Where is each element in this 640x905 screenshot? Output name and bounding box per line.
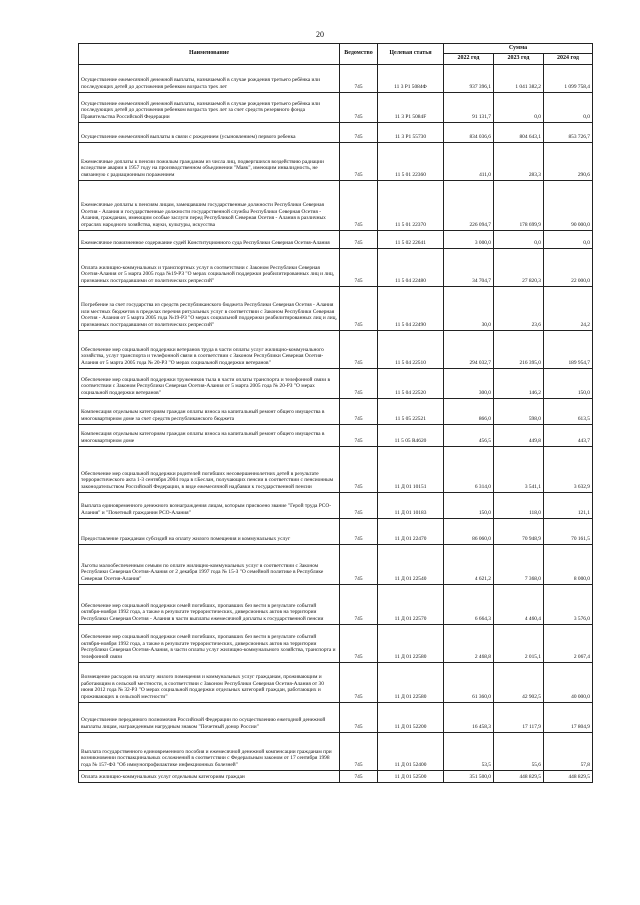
row-name: Оплата жилищно-коммунальных услуг отдельным категориям граждан [79, 770, 340, 782]
row-name: Предоставление гражданам субсидий на оплату жилого помещения и коммунальных услуг [79, 518, 340, 544]
row-name: Оплата жилищно-коммунальных и транспортных услуг в соответствии с Законом Республики Северная Осетия-Алания от 5 марта 2005 года №19-РЗ "О мерах социальной поддержки реабилитированных лиц и лиц, признанных пострадавшими от политических репрессий" [79, 248, 340, 286]
row-value-2024: 150,0 [544, 368, 593, 398]
row-ved: 745 [340, 92, 378, 122]
row-value-2022: 866,0 [444, 398, 494, 424]
row-article: 11 Д 01 22580 [378, 662, 444, 702]
row-ved: 745 [340, 142, 378, 180]
row-value-2023: 42 902,5 [494, 662, 544, 702]
row-value-2024: 0,0 [544, 92, 593, 122]
row-name: Осуществление переданного полномочия Российской Федерации по осуществлению ежегодной денежной выплаты лицам, награжденным нагрудным знаком "Почетный донор России" [79, 702, 340, 732]
row-name: Обеспечение мер социальной поддержки ветеранов труда в части оплаты услуг жилищно-коммунального хозяйства, услуг транспорта и телефонной связи в соответствии с Законом Республики Северная Осетия-Алания от 5 марта 2005 года № 20-РЗ "О мерах социальной поддержки ветеранов" [79, 330, 340, 368]
row-name: Льготы малообеспеченным семьям по оплате жилищно-коммунальных услуг в соответствии с Законом Республики Северная Осетия-Алания от 2 декабря 1997 года № 15-З "О семейной политике в Республике Северная Осетия-Алания" [79, 544, 340, 584]
header-year-2023: 2023 год [494, 54, 544, 64]
table-row [79, 732, 593, 770]
row-value-2024: 0,0 [544, 230, 593, 248]
table-row [79, 518, 593, 544]
header-ved: Ведомство [340, 44, 378, 65]
row-value-2022: 4 621,2 [444, 544, 494, 584]
budget-table [78, 43, 593, 783]
row-article: 11 5 01 22370 [378, 180, 444, 230]
row-value-2023: 283,3 [494, 142, 544, 180]
row-ved: 745 [340, 770, 378, 782]
row-value-2024: 57,8 [544, 732, 593, 770]
row-name: Выплата единовременного денежного вознаграждения лицам, которым присвоено звание "Герой труда РСО-Алания" и "Почетный гражданин РСО-Алания" [79, 492, 340, 518]
row-ved: 745 [340, 180, 378, 230]
row-value-2023: 2 015,1 [494, 624, 544, 662]
row-value-2022: 30,0 [444, 286, 494, 330]
row-value-2023: 449,8 [494, 424, 544, 446]
row-name: Осуществление ежемесячной денежной выплаты, назначаемой в случае рождения третьего ребёнка или последующих детей до достижения ребенком возраста трех лет за счет средств резервного фонда Правительства Российской Федерации [79, 92, 340, 122]
row-value-2024: 3 632,9 [544, 446, 593, 492]
row-value-2024: 2 067,4 [544, 624, 593, 662]
row-value-2024: 3 576,0 [544, 584, 593, 624]
table-row [79, 584, 593, 624]
row-name: Компенсация отдельным категориям граждан оплаты взноса на капитальный ремонт общего имущества в многоквартирном доме [79, 424, 340, 446]
row-value-2022: 294 032,7 [444, 330, 494, 368]
row-value-2024: 290,6 [544, 142, 593, 180]
row-value-2022: 6 314,0 [444, 446, 494, 492]
row-ved: 745 [340, 424, 378, 446]
header-sum: Сумма [444, 44, 593, 54]
row-name: Обеспечение мер социальной поддержки семей погибших, пропавших без вести в результате событий октября-ноября 1992 года, а также в результате террористических, диверсионных актов на территории Республики Северная Осетия - Алания в части выплаты ежемесячной доплаты к государственной пенсии [79, 584, 340, 624]
row-ved: 745 [340, 64, 378, 92]
row-value-2023: 178 699,9 [494, 180, 544, 230]
row-name: Осуществление ежемесячной выплаты в связи с рождением (усыновлением) первого ребенка [79, 122, 340, 142]
row-value-2023: 7 368,0 [494, 544, 544, 584]
row-value-2023: 598,0 [494, 398, 544, 424]
table-row [79, 702, 593, 732]
table-row [79, 142, 593, 180]
row-value-2022: 300,0 [444, 368, 494, 398]
row-article: 11 Д 01 52500 [378, 770, 444, 782]
row-value-2022: 86 060,0 [444, 518, 494, 544]
table-row [79, 424, 593, 446]
row-value-2024: 448 829,5 [544, 770, 593, 782]
table-row [79, 398, 593, 424]
row-value-2023: 804 643,1 [494, 122, 544, 142]
row-ved: 745 [340, 122, 378, 142]
row-value-2023: 0,0 [494, 230, 544, 248]
row-value-2023: 27 820,3 [494, 248, 544, 286]
row-value-2023: 118,0 [494, 492, 544, 518]
row-ved: 745 [340, 518, 378, 544]
row-ved: 745 [340, 544, 378, 584]
row-value-2024: 613,5 [544, 398, 593, 424]
row-value-2024: 24,2 [544, 286, 593, 330]
table-row [79, 492, 593, 518]
table-row [79, 368, 593, 398]
row-value-2022: 411,0 [444, 142, 494, 180]
row-article: 11 5 04 22510 [378, 330, 444, 368]
row-value-2022: 6 664,3 [444, 584, 494, 624]
row-value-2023: 23,6 [494, 286, 544, 330]
row-article: 11 3 Р1 5084Ф [378, 64, 444, 92]
row-value-2024: 70 161,5 [544, 518, 593, 544]
row-ved: 745 [340, 286, 378, 330]
row-article: 11 5 05 22521 [378, 398, 444, 424]
table-row [79, 248, 593, 286]
row-article: 11 Д 01 22540 [378, 544, 444, 584]
row-ved: 745 [340, 662, 378, 702]
row-value-2022: 150,0 [444, 492, 494, 518]
row-ved: 745 [340, 624, 378, 662]
row-value-2022: 834 036,6 [444, 122, 494, 142]
row-name: Ежемесячные доплаты к пенсии пожилым гражданам из числа лиц, подвергшихся воздействию радиации вследствие аварии в 1957 году на производственном объединении "Маяк", имеющим инвалидность, не связанную с радиационным поражением [79, 142, 340, 180]
table-row [79, 662, 593, 702]
row-value-2023: 70 948,9 [494, 518, 544, 544]
row-value-2024: 90 000,0 [544, 180, 593, 230]
row-ved: 745 [340, 702, 378, 732]
page-number: 20 [316, 30, 324, 39]
row-value-2024: 17 804,9 [544, 702, 593, 732]
row-value-2023: 17 117,9 [494, 702, 544, 732]
row-article: 11 Д 01 22580 [378, 624, 444, 662]
table-row [79, 230, 593, 248]
table-row [79, 64, 593, 92]
row-value-2022: 937 396,1 [444, 64, 494, 92]
row-value-2023: 1 041 382,2 [494, 64, 544, 92]
row-ved: 745 [340, 492, 378, 518]
row-article: 11 3 Р1 55730 [378, 122, 444, 142]
row-value-2022: 3 000,0 [444, 230, 494, 248]
row-name: Возмещение расходов на оплату жилого помещения и коммунальных услуг гражданам, проживающим и работающим в сельской местности, в соответствии с Законом Республики Северная Осетия-Алания от 30 июня 2012 года № 32-РЗ "О мерах социальной поддержки отдельных категорий граждан, работающих и проживающих в сельской местности" [79, 662, 340, 702]
row-value-2024: 853 726,7 [544, 122, 593, 142]
row-value-2024: 40 000,0 [544, 662, 593, 702]
table-row [79, 122, 593, 142]
row-ved: 745 [340, 398, 378, 424]
row-value-2022: 2 468,8 [444, 624, 494, 662]
row-value-2023: 216 395,0 [494, 330, 544, 368]
row-article: 11 3 Р1 5084F [378, 92, 444, 122]
table-row [79, 446, 593, 492]
row-article: 11 Д 01 52200 [378, 702, 444, 732]
table-row [79, 544, 593, 584]
row-name: Погребение за счет государства из средств республиканского бюджета Республики Северная Осетия - Алания или местных бюджетов в пределах перечня ритуальных услуг в соответствии с Законом Республики Северная Осетия - Алания от 5 марта 2005 года №19-РЗ "О мерах социальной поддержки реабилитированных лиц и лиц, признанных пострадавшими от политических репрессий" [79, 286, 340, 330]
row-value-2023: 4 460,4 [494, 584, 544, 624]
row-name: Обеспечение мер социальной поддержки родителей погибших несовершеннолетних детей в результате террористического акта 1-3 сентября 2004 года в г.Беслан, получающих пенсии в соответствии с пенсионным законодательством Российской Федерации, в виде ежемесячной надбавки к государственной пенсии [79, 446, 340, 492]
table-row [79, 286, 593, 330]
row-value-2024: 189 954,7 [544, 330, 593, 368]
row-ved: 745 [340, 230, 378, 248]
row-name: Обеспечение мер социальной поддержки тружеников тыла в части оплаты транспорта и телефонной связи в соответствии с Законом Республики Северная Осетия-Алания от 5 марта 2005 года № 20-РЗ "О мерах социальной поддержки ветеранов" [79, 368, 340, 398]
row-value-2022: 351 500,0 [444, 770, 494, 782]
header-name: Наименование [79, 44, 340, 65]
table-row [79, 92, 593, 122]
table-row [79, 330, 593, 368]
table-row [79, 770, 593, 782]
row-ved: 745 [340, 446, 378, 492]
row-value-2024: 1 099 758,4 [544, 64, 593, 92]
row-value-2022: 91 131,7 [444, 92, 494, 122]
header-row [79, 44, 593, 54]
row-name: Компенсация отдельным категориям граждан оплаты взноса на капитальный ремонт общего имущества в многоквартирном доме за счет средств республиканского бюджета [79, 398, 340, 424]
row-name: Ежемесячные доплаты к пенсиям лицам, замещавшим государственные должности Республики Северная Осетия - Алания и государственные должности государственной службы Республики Северная Осетия - Алания, гражданам, имеющим особые заслуги перед Республикой Северная Осетия - Алания в различных отраслях народного хозяйства, науки, культуры, искусства [79, 180, 340, 230]
row-article: 11 5 02 22641 [378, 230, 444, 248]
row-article: 11 Д 01 52400 [378, 732, 444, 770]
row-ved: 745 [340, 248, 378, 286]
header-article: Целевая статья [378, 44, 444, 65]
row-value-2022: 34 704,7 [444, 248, 494, 286]
row-article: 11 Д 01 10151 [378, 446, 444, 492]
row-article: 11 Д 01 10183 [378, 492, 444, 518]
header-year-2022: 2022 год [444, 54, 494, 64]
row-value-2022: 61 360,0 [444, 662, 494, 702]
row-value-2023: 0,0 [494, 92, 544, 122]
row-ved: 745 [340, 330, 378, 368]
row-name: Выплата государственного единовременного пособия и ежемесячной денежной компенсации гражданам при возникновении поствакцинальных осложнений в соответствии с Федеральным законом от 17 сентября 1998 года № 157-ФЗ "Об иммунопрофилактике инфекционных болезней" [79, 732, 340, 770]
row-article: 11 5 01 22360 [378, 142, 444, 180]
row-value-2024: 443,7 [544, 424, 593, 446]
row-value-2024: 121,1 [544, 492, 593, 518]
row-value-2023: 146,2 [494, 368, 544, 398]
row-ved: 745 [340, 732, 378, 770]
row-article: 11 5 04 22520 [378, 368, 444, 398]
row-value-2022: 53,5 [444, 732, 494, 770]
table-row [79, 180, 593, 230]
row-article: 11 5 04 22490 [378, 286, 444, 330]
row-value-2023: 3 541,1 [494, 446, 544, 492]
row-article: 11 Д 01 22570 [378, 584, 444, 624]
row-value-2022: 226 094,7 [444, 180, 494, 230]
row-value-2022: 456,5 [444, 424, 494, 446]
row-ved: 745 [340, 368, 378, 398]
row-ved: 745 [340, 584, 378, 624]
row-value-2023: 448 829,5 [494, 770, 544, 782]
row-value-2022: 16 458,3 [444, 702, 494, 732]
table-row [79, 624, 593, 662]
row-article: 11 5 04 22480 [378, 248, 444, 286]
row-name: Осуществление ежемесячной денежной выплаты, назначаемой в случае рождения третьего ребёнка или последующих детей до достижения ребенком возраста трех лет [79, 64, 340, 92]
row-name: Обеспечение мер социальной поддержки семей погибших, пропавших без вести в результате событий октября-ноября 1992 года, а также в результате террористических, диверсионных актов на территории Республики Северная Осетия-Алания, в части оплаты услуг жилищно-коммунального хозяйства, транспорта и телефонной связи [79, 624, 340, 662]
row-name: Ежемесячное пожизненное содержание судей Конституционного суда Республики Северная Осетия-Алания [79, 230, 340, 248]
row-article: 11 Д 01 22470 [378, 518, 444, 544]
row-value-2024: 8 000,0 [544, 544, 593, 584]
row-article: 11 5 05 R4620 [378, 424, 444, 446]
header-year-2024: 2024 год [544, 54, 593, 64]
row-value-2024: 22 000,0 [544, 248, 593, 286]
row-value-2023: 55,6 [494, 732, 544, 770]
